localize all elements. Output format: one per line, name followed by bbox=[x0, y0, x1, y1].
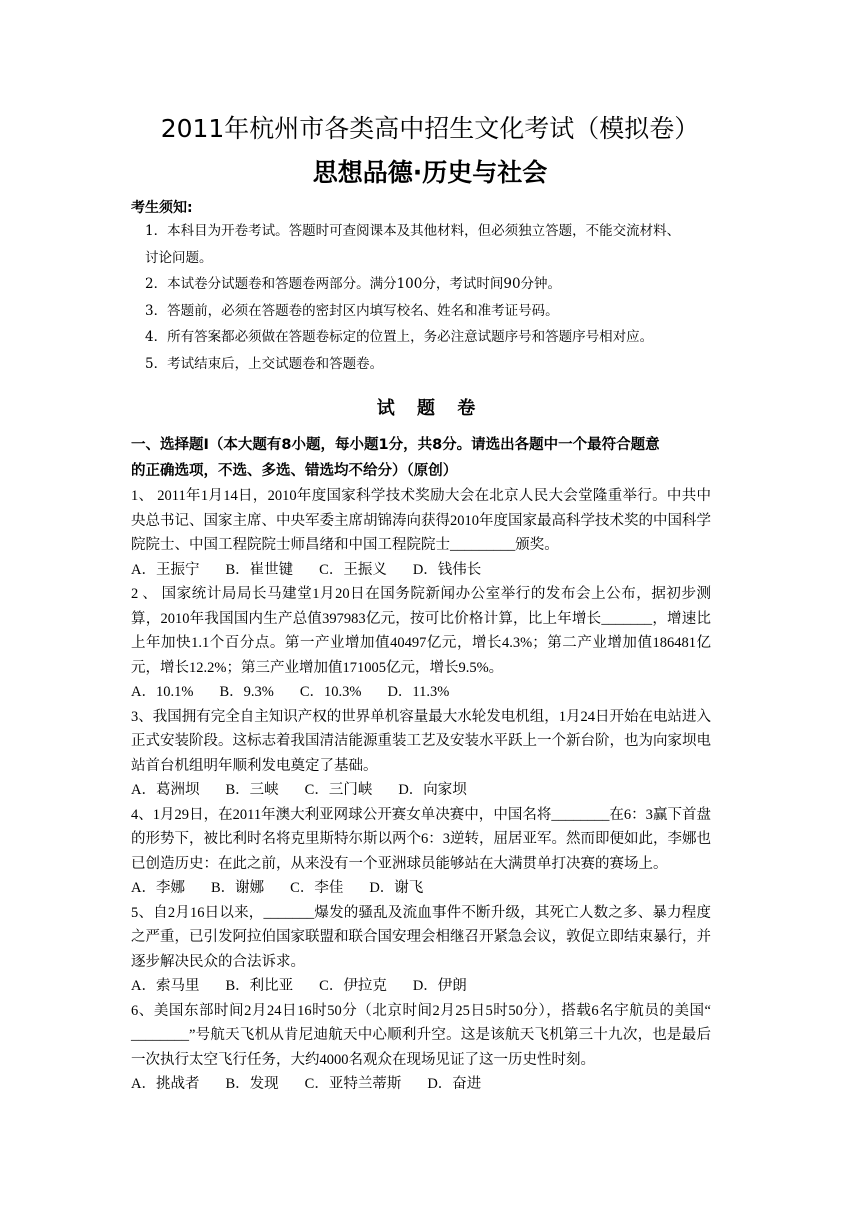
option: D．伊朗 bbox=[412, 978, 467, 994]
option: A．索马里 bbox=[131, 978, 200, 994]
question-text: 2 、 国家统计局局长马建堂1月20日在国务院新闻办公室举行的发布会上公布，据初步测算，2010年我国国内生产总值397983亿元，按可比价格计算，比上年增长_______，增速比上年加快1.1个百分点。第一产业增加值40497亿元，增长4.3%；第二产业增加值186481亿元，增长12.2%；第三产业增加值171005亿元，增长9.5%。 bbox=[131, 586, 711, 676]
option: C．伊拉克 bbox=[319, 978, 387, 994]
question-list bbox=[131, 484, 711, 1097]
option: D．谢飞 bbox=[369, 880, 424, 896]
notice-list bbox=[131, 218, 771, 377]
notice-item: 讨论问题。 bbox=[145, 249, 213, 266]
option: A．挑战者 bbox=[131, 1076, 200, 1092]
question bbox=[131, 999, 711, 1097]
option: B．三峡 bbox=[225, 782, 279, 798]
option: C．10.3% bbox=[299, 684, 362, 700]
question bbox=[131, 705, 711, 803]
exam-title: 2011年杭州市各类高中招生文化考试（模拟卷） bbox=[160, 114, 700, 143]
option: D．向家坝 bbox=[398, 782, 467, 798]
section-heading-line: 的正确选项，不选、多选、错选均不给分）（原创） bbox=[131, 462, 458, 479]
option: B．利比亚 bbox=[225, 978, 294, 994]
option: C．李佳 bbox=[290, 880, 344, 896]
option: A．李娜 bbox=[131, 880, 185, 896]
section-heading bbox=[131, 433, 731, 484]
question bbox=[131, 484, 711, 582]
option: B．发现 bbox=[225, 1076, 279, 1092]
option: A．葛洲坝 bbox=[131, 782, 200, 798]
option: C．三门峡 bbox=[304, 782, 373, 798]
question-options bbox=[131, 778, 711, 803]
option: C．王振义 bbox=[319, 561, 387, 578]
question-text: 3、我国拥有完全自主知识产权的世界单机容量最大水轮发电机组，1月24日开始在电站进入正式安装阶段。这标志着我国清洁能源重装工艺及安装水平跃上一个新台阶，也为向家坝电站首台机组明年顺利发电奠定了基础。 bbox=[131, 708, 711, 774]
question-text: 5、自2月16日以来，_______爆发的骚乱及流血事件不断升级，其死亡人数之多、暴力程度之严重，已引发阿拉伯国家联盟和联合国安理会相继召开紧急会议，敦促立即结束暴行，并逐步解决民众的合法诉求。 bbox=[131, 904, 711, 970]
question-options bbox=[131, 1072, 711, 1097]
option: D．钱伟长 bbox=[412, 561, 482, 578]
option: A．王振宁 bbox=[131, 561, 200, 578]
question-options bbox=[131, 974, 711, 999]
question-text: 1、 2011年1月14日，2010年度国家科学技术奖励大会在北京人民大会堂隆重举行。中共中央总书记、国家主席、中央军委主席胡锦涛向获得2010年度国家最高科学技术奖的中国科学院院士、中国工程院院士师昌绪和中国工程院院士_________颁奖。 bbox=[131, 488, 711, 553]
option: C．亚特兰蒂斯 bbox=[304, 1076, 402, 1092]
option: A．10.1% bbox=[131, 684, 194, 700]
option: D．11.3% bbox=[387, 684, 450, 700]
question-text: 6、美国东部时间2月24日16时50分（北京时间2月25日5时50分），搭载6名宇航员的美国“ ________”号航天飞机从肯尼迪航天中心顺利升空。这是该航天飞机第三十九次，也是最后一次执行太空飞行任务，大约4000名观众在现场见证了这一历史性时刻。 bbox=[131, 1002, 711, 1068]
notice-item: 1．本科目为开卷考试。答题时可查阅课本及其他材料，但必须独立答题，不能交流材料、 bbox=[145, 223, 681, 239]
notice-item: 3．答题前，必须在答题卷的密封区内填写校名、姓名和准考证号码。 bbox=[145, 302, 559, 319]
question-text: 4、1月29日，在2011年澳大利亚网球公开赛女单决赛中，中国名将________在6：3赢下首盘的形势下，被比利时名将克里斯特尔斯以两个6：3逆转，屈居亚军。然而即便如此，李娜也已创造历史：在此之前，从来没有一个亚洲球员能够站在大满贯单打决赛的赛场上。 bbox=[131, 806, 711, 872]
option: B．崔世键 bbox=[225, 561, 294, 578]
section-heading-line: 一、选择题Ⅰ（本大题有8小题，每小题1分，共8分。请选出各题中一个最符合题意 bbox=[131, 437, 660, 453]
notice-item: 5．考试结束后，上交试题卷和答题卷。 bbox=[145, 355, 384, 372]
notice-item: 4．所有答案都必须做在答题卷标定的位置上，务必注意试题序号和答题序号相对应。 bbox=[145, 329, 654, 345]
question-options bbox=[131, 680, 711, 705]
exam-subject: 思想品德·历史与社会 bbox=[312, 158, 548, 187]
paper-title: 试 题 卷 bbox=[376, 398, 484, 419]
option: B．谢娜 bbox=[210, 880, 265, 896]
question bbox=[131, 901, 711, 999]
option: B．9.3% bbox=[219, 684, 274, 700]
notice-heading: 考生须知: bbox=[131, 200, 193, 216]
notice-item: 2．本试卷分试题卷和答题卷两部分。满分100分，考试时间90分钟。 bbox=[145, 276, 562, 292]
option: D．奋进 bbox=[427, 1076, 482, 1092]
question-options bbox=[131, 558, 711, 583]
question-options bbox=[131, 876, 711, 901]
question bbox=[131, 803, 711, 901]
question bbox=[131, 582, 711, 705]
